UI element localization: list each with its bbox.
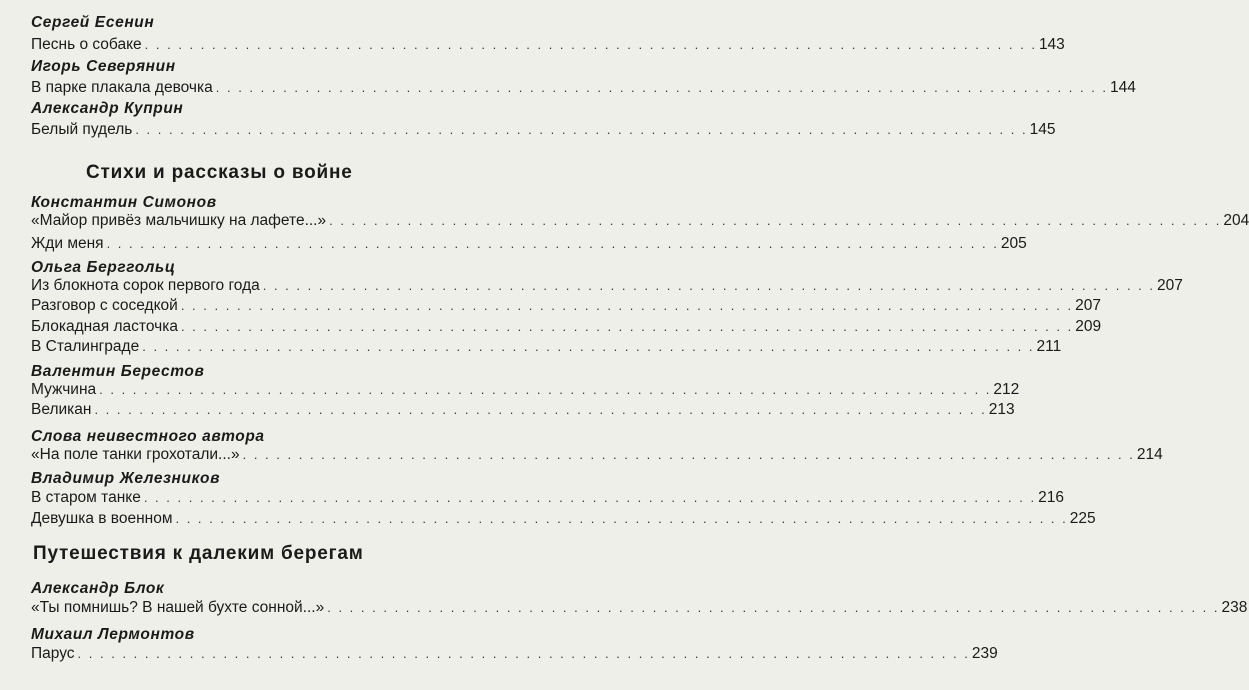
dot-leader: . . . . . . . . . . . . . . . . . . . . . . . . . . . . . . . . . . . . . . . . . . . . . . . . . . . . . . . . . . . . . . . . . . . . . . . . . . . . . . . .	[215, 80, 1109, 95]
section-heading: Стихи и рассказы о войне	[86, 162, 353, 183]
entry-title: Блокадная ласточка	[31, 318, 178, 335]
toc-entry[interactable]	[31, 318, 1102, 336]
toc-entry[interactable]	[31, 381, 1020, 399]
page-number: 145	[1029, 121, 1056, 138]
entry-title: Песнь о собаке	[31, 36, 142, 53]
toc-entry[interactable]	[31, 297, 1101, 315]
page-number: 207	[1075, 297, 1101, 314]
page-number: 205	[1000, 235, 1027, 252]
dot-leader: . . . . . . . . . . . . . . . . . . . . . . . . . . . . . . . . . . . . . . . . . . . . . . . . . . . . . . . . . . . . . . . . . . . . . . . . . . . . . . . .	[262, 278, 1156, 293]
page-number: 216	[1038, 489, 1064, 506]
toc-entry[interactable]	[31, 401, 1015, 419]
author-name: Сергей Есенин	[31, 14, 155, 31]
page-number: 214	[1136, 446, 1163, 463]
entry-title: Белый пудель	[31, 121, 133, 138]
page-number: 204	[1223, 212, 1249, 229]
toc-entry[interactable]	[31, 79, 1136, 97]
dot-leader: . . . . . . . . . . . . . . . . . . . . . . . . . . . . . . . . . . . . . . . . . . . . . . . . . . . . . . . . . . . . . . . . . . . . . . . . . . . . . . . .	[106, 236, 999, 251]
section-heading: Путешествия к далеким берегам	[33, 543, 364, 564]
toc-entry[interactable]	[31, 121, 1056, 139]
toc-entry[interactable]	[31, 446, 1163, 464]
entry-title: «Ты помнишь? В нашей бухте сонной...»	[31, 599, 325, 616]
author-name: Михаил Лермонтов	[31, 626, 195, 643]
toc-entry[interactable]	[31, 235, 1027, 253]
entry-title: Разговор с соседкой	[31, 297, 178, 314]
dot-leader: . . . . . . . . . . . . . . . . . . . . . . . . . . . . . . . . . . . . . . . . . . . . . . . . . . . . . . . . . . . . . . . . . . . . . . . . . . . . . . . .	[143, 490, 1037, 505]
entry-title: Великан	[31, 401, 92, 418]
page-number: 143	[1038, 36, 1065, 53]
dot-leader: . . . . . . . . . . . . . . . . . . . . . . . . . . . . . . . . . . . . . . . . . . . . . . . . . . . . . . . . . . . . . . . . . . . . . . . . . . . . . . . .	[329, 213, 1222, 228]
toc-entry[interactable]	[31, 338, 1062, 356]
author-name: Валентин Берестов	[31, 363, 205, 380]
page-number: 225	[1069, 510, 1096, 527]
entry-title: В парке плакала девочка	[31, 79, 213, 96]
page-number: 211	[1036, 338, 1062, 355]
author-name: Константин Симонов	[31, 194, 217, 211]
toc-entry[interactable]	[31, 212, 1249, 230]
page-number: 209	[1075, 318, 1102, 335]
entry-title: В Сталинграде	[31, 338, 140, 355]
dot-leader: . . . . . . . . . . . . . . . . . . . . . . . . . . . . . . . . . . . . . . . . . . . . . . . . . . . . . . . . . . . . . . . . . . . . . . . . . . . . . . . .	[175, 511, 1068, 526]
entry-title: «На поле танки грохотали...»	[31, 446, 240, 463]
author-name: Владимир Железников	[31, 470, 221, 487]
dot-leader: . . . . . . . . . . . . . . . . . . . . . . . . . . . . . . . . . . . . . . . . . . . . . . . . . . . . . . . . . . . . . . . . . . . . . . . . . . . . . . . .	[180, 319, 1074, 334]
toc-entry[interactable]	[31, 599, 1248, 617]
dot-leader: . . . . . . . . . . . . . . . . . . . . . . . . . . . . . . . . . . . . . . . . . . . . . . . . . . . . . . . . . . . . . . . . . . . . . . . . . . . . . . . .	[327, 600, 1220, 615]
dot-leader: . . . . . . . . . . . . . . . . . . . . . . . . . . . . . . . . . . . . . . . . . . . . . . . . . . . . . . . . . . . . . . . . . . . . . . . . . . . . . . . .	[94, 402, 987, 417]
page-number: 207	[1157, 277, 1183, 294]
dot-leader: . . . . . . . . . . . . . . . . . . . . . . . . . . . . . . . . . . . . . . . . . . . . . . . . . . . . . . . . . . . . . . . . . . . . . . . . . . . . . . . .	[135, 122, 1028, 137]
page-number: 238	[1221, 599, 1248, 616]
page-number: 144	[1110, 79, 1136, 96]
entry-title: «Майор привёз мальчишку на лафете...»	[31, 212, 327, 229]
dot-leader: . . . . . . . . . . . . . . . . . . . . . . . . . . . . . . . . . . . . . . . . . . . . . . . . . . . . . . . . . . . . . . . . . . . . . . . . . . . . . . . .	[77, 646, 970, 661]
dot-leader: . . . . . . . . . . . . . . . . . . . . . . . . . . . . . . . . . . . . . . . . . . . . . . . . . . . . . . . . . . . . . . . . . . . . . . . . . . . . . . . .	[242, 447, 1135, 462]
author-name: Ольга Берггольц	[31, 259, 176, 276]
page-number: 239	[971, 645, 998, 662]
author-name: Игорь Северянин	[31, 58, 176, 75]
entry-title: Из блокнота сорок первого года	[31, 277, 260, 294]
entry-title: В старом танке	[31, 489, 141, 506]
page-number: 213	[988, 401, 1015, 418]
author-name: Александр Блок	[31, 580, 165, 597]
entry-title: Парус	[31, 645, 75, 662]
toc-entry[interactable]	[31, 645, 998, 663]
dot-leader: . . . . . . . . . . . . . . . . . . . . . . . . . . . . . . . . . . . . . . . . . . . . . . . . . . . . . . . . . . . . . . . . . . . . . . . . . . . . . . . .	[142, 339, 1035, 354]
entry-title: Жди меня	[31, 235, 104, 252]
author-name: Александр Куприн	[31, 100, 184, 117]
dot-leader: . . . . . . . . . . . . . . . . . . . . . . . . . . . . . . . . . . . . . . . . . . . . . . . . . . . . . . . . . . . . . . . . . . . . . . . . . . . . . . . .	[144, 37, 1037, 52]
toc-entry[interactable]	[31, 510, 1096, 528]
toc-entry[interactable]	[31, 277, 1183, 295]
author-name: Слова неивестного автора	[31, 428, 265, 445]
toc-entry[interactable]	[31, 489, 1064, 507]
dot-leader: . . . . . . . . . . . . . . . . . . . . . . . . . . . . . . . . . . . . . . . . . . . . . . . . . . . . . . . . . . . . . . . . . . . . . . . . . . . . . . . .	[99, 382, 992, 397]
entry-title: Мужчина	[31, 381, 97, 398]
toc-entry[interactable]	[31, 36, 1065, 54]
entry-title: Девушка в военном	[31, 510, 173, 527]
page-number: 212	[993, 381, 1020, 398]
dot-leader: . . . . . . . . . . . . . . . . . . . . . . . . . . . . . . . . . . . . . . . . . . . . . . . . . . . . . . . . . . . . . . . . . . . . . . . . . . . . . . . .	[180, 298, 1074, 313]
